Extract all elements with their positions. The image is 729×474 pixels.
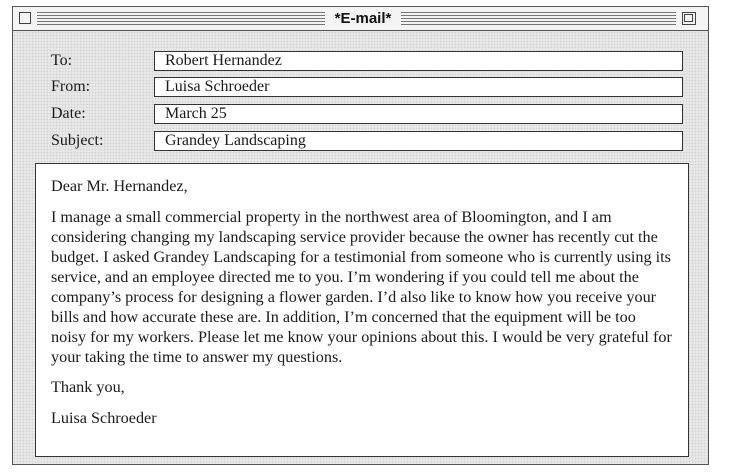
zoom-box-icon[interactable] — [682, 12, 696, 25]
title-bar-stripes-right — [401, 12, 676, 25]
email-window — [12, 6, 709, 465]
message-closing: Thank you, — [51, 378, 125, 396]
message-body[interactable] — [35, 163, 689, 457]
from-field[interactable]: Luisa Schroeder — [154, 77, 683, 97]
date-field[interactable]: March 25 — [154, 104, 683, 124]
subject-label: Subject: — [51, 132, 104, 149]
subject-field[interactable]: Grandey Landscaping — [154, 131, 683, 151]
window-title: *E-mail* — [325, 8, 401, 30]
message-paragraph: I manage a small commercial property in the northwest area of Bloomington, and I am considering changing my landscaping service provider because the owner has recently cut the budget. I asked Grandey Landscaping for a testimonial from someone who is currently using its service, and an employee directed me to you. I’m wondering if you could tell me about the company’s process for designing a flower garden. I’d also like to know how you receive your bills and how accurate these are. In addition, I’m concerned that the equipment will be too noisy for my workers. Please let me know your opinions about this. I would be very grateful for your taking the time to answer my questions. — [51, 208, 672, 366]
date-label: Date: — [51, 105, 86, 122]
title-bar-stripes-left — [37, 12, 325, 25]
from-label: From: — [51, 78, 91, 95]
title-bar[interactable] — [13, 7, 708, 31]
close-box-icon[interactable] — [19, 12, 31, 24]
message-signature: Luisa Schroeder — [51, 409, 157, 427]
to-field[interactable]: Robert Hernandez — [154, 51, 683, 71]
message-greeting: Dear Mr. Hernandez, — [51, 177, 188, 195]
to-label: To: — [51, 52, 73, 69]
